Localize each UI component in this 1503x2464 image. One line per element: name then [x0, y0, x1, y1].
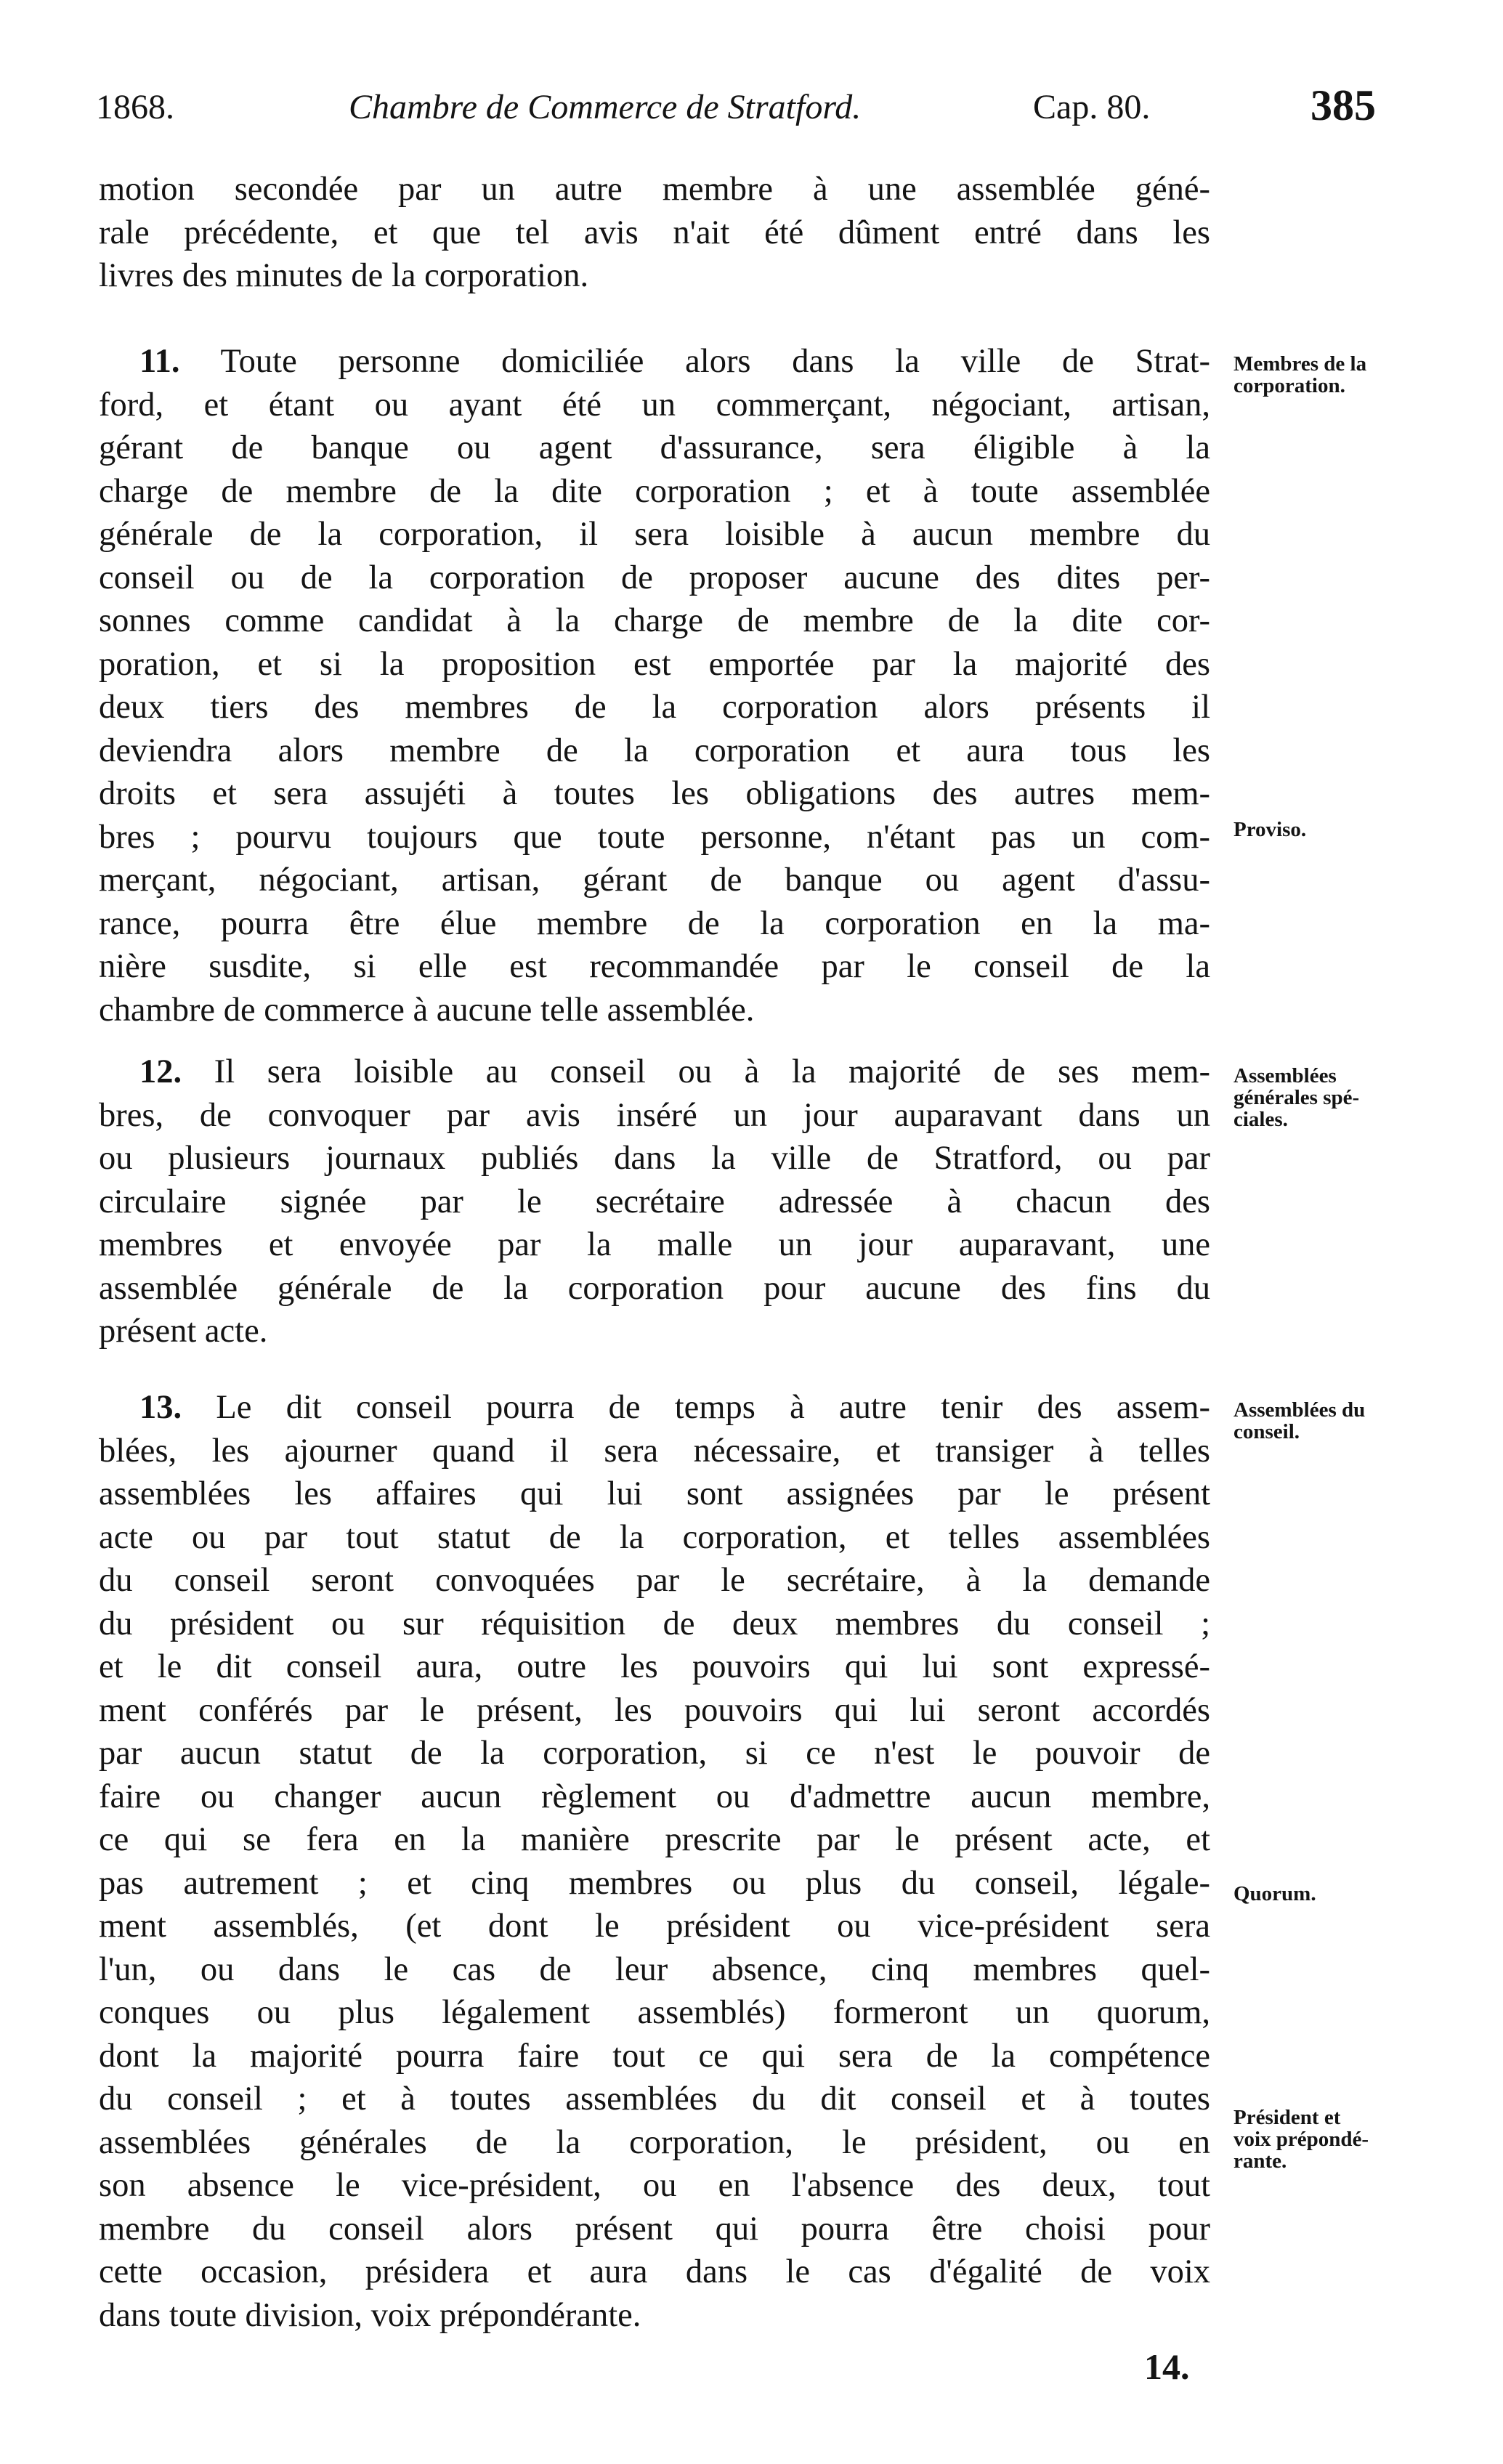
- header-page-number: 385: [1310, 81, 1376, 129]
- side-note-proviso: [1233, 819, 1306, 840]
- side-note-quorum: [1233, 1883, 1316, 1905]
- text-line: ou plusieurs journaux publiés dans la ville de Stratford, ou par: [99, 1140, 1210, 1177]
- side-note-line: Assemblées du: [1233, 1398, 1366, 1422]
- section-number: 13.: [139, 1389, 182, 1426]
- text-line: membre du conseil alors présent qui pourra être choisi pour: [99, 2210, 1210, 2248]
- text-line: ford, et étant ou ayant été un commerçant, négociant, artisan,: [99, 386, 1210, 423]
- text-line: ment assemblés, (et dont le président ou vice-président sera: [99, 1908, 1210, 1945]
- side-note-line: conseil.: [1233, 1420, 1300, 1443]
- side-note-line: Président et: [1233, 2106, 1341, 2129]
- side-note-line: rante.: [1233, 2149, 1287, 2173]
- text-line: rale précédente, et que tel avis n'ait été dûment entré dans les: [99, 214, 1210, 251]
- text-line: pas autrement ; et cinq membres ou plus du conseil, légale-: [99, 1864, 1210, 1902]
- text-line: poration, et si la proposition est emportée par la majorité des: [99, 645, 1210, 683]
- text-line: motion secondée par un autre membre à une assemblée géné-: [99, 171, 1210, 208]
- text-line: [99, 1386, 1210, 1430]
- text-line: dans toute division, voix prépondérante.: [99, 2296, 641, 2334]
- text-line: nière susdite, si elle est recommandée par le conseil de la: [99, 948, 1210, 985]
- text-line: assemblées générales de la corporation, le président, ou en: [99, 2123, 1210, 2161]
- section-text: Toute personne domiciliée alors dans la ville de Strat-: [220, 343, 1210, 380]
- text-line: membres et envoyée par la malle un jour auparavant, une: [99, 1226, 1210, 1263]
- side-note-line: Assemblées: [1233, 1064, 1337, 1087]
- text-line: rance, pourra être élue membre de la corporation en la ma-: [99, 904, 1210, 942]
- side-note-president: [1233, 2107, 1369, 2172]
- text-line: générale de la corporation, il sera loisible à aucun membre du: [99, 516, 1210, 553]
- text-line: du président ou sur réquisition de deux membres du conseil ;: [99, 1605, 1210, 1642]
- text-line: merçant, négociant, artisan, gérant de banque ou agent d'assu-: [99, 862, 1210, 899]
- side-note-special-meetings: [1233, 1065, 1359, 1130]
- text-line: conques ou plus légalement assemblés) formeront un quorum,: [99, 1994, 1210, 2031]
- side-note-line: Proviso.: [1233, 818, 1307, 841]
- text-line: présent acte.: [99, 1313, 268, 1350]
- side-note-line: Quorum.: [1233, 1882, 1316, 1905]
- header-title: Chambre de Commerce de Stratford.: [349, 88, 862, 126]
- text-line: droits et sera assujéti à toutes les obligations des autres mem-: [99, 775, 1210, 812]
- continuation-paragraph: [99, 168, 1210, 298]
- text-line: circulaire signée par le secrétaire adressée à chacun des: [99, 1183, 1210, 1220]
- text-line: [99, 340, 1210, 384]
- text-line: deviendra alors membre de la corporation et aura tous les: [99, 732, 1210, 769]
- text-line: bres, de convoquer par avis inséré un jour auparavant dans un: [99, 1096, 1210, 1134]
- text-line: cette occasion, présidera et aura dans le cas d'égalité de voix: [99, 2253, 1210, 2290]
- header-chapter: Cap. 80.: [1033, 88, 1151, 126]
- text-line: ment conférés par le présent, les pouvoirs qui lui seront accordés: [99, 1691, 1210, 1729]
- text-line: assemblée générale de la corporation pour aucune des fins du: [99, 1269, 1210, 1307]
- text-line: conseil ou de la corporation de proposer aucune des dites per-: [99, 559, 1210, 596]
- side-note-line: générales spé-: [1233, 1086, 1360, 1109]
- section-number: 11.: [139, 343, 180, 380]
- section-11: [99, 340, 1210, 1032]
- text-line: ce qui se fera en la manière prescrite par le présent acte, et: [99, 1821, 1210, 1858]
- text-line: du conseil ; et à toutes assemblées du dit conseil et à toutes: [99, 2080, 1210, 2118]
- side-note-line: Membres de la: [1233, 352, 1367, 376]
- side-note-line: voix prépondé-: [1233, 2128, 1369, 2151]
- side-note-line: ciales.: [1233, 1108, 1288, 1131]
- section-text: Le dit conseil pourra de temps à autre tenir des assem-: [216, 1389, 1211, 1426]
- text-line: dont la majorité pourra faire tout ce qui sera de la compétence: [99, 2037, 1210, 2075]
- side-note-council-meetings: [1233, 1399, 1365, 1443]
- text-line: bres ; pourvu toujours que toute personne, n'étant pas un com-: [99, 818, 1210, 856]
- side-note-line: corporation.: [1233, 374, 1345, 397]
- side-note-members: [1233, 353, 1366, 397]
- text-line: deux tiers des membres de la corporation alors présents il: [99, 689, 1210, 726]
- section-number: 12.: [139, 1053, 182, 1090]
- text-line: du conseil seront convoquées par le secrétaire, à la demande: [99, 1562, 1210, 1599]
- text-line: blées, les ajourner quand il sera nécessaire, et transiger à telles: [99, 1432, 1210, 1470]
- section-text: Il sera loisible au conseil ou à la majorité de ses mem-: [214, 1053, 1211, 1090]
- text-line: son absence le vice-président, ou en l'absence des deux, tout: [99, 2167, 1210, 2204]
- section-12: [99, 1050, 1210, 1353]
- text-line: charge de membre de la dite corporation ; et à toute assemblée: [99, 472, 1210, 510]
- text-line: par aucun statut de la corporation, si ce n'est le pouvoir de: [99, 1735, 1210, 1772]
- catchword: 14.: [1144, 2346, 1190, 2387]
- text-line: chambre de commerce à aucune telle assemblée.: [99, 991, 755, 1029]
- text-line: acte ou par tout statut de la corporation, et telles assemblées: [99, 1518, 1210, 1556]
- text-line: et le dit conseil aura, outre les pouvoirs qui lui sont expressé-: [99, 1648, 1210, 1685]
- text-line: faire ou changer aucun règlement ou d'admettre aucun membre,: [99, 1778, 1210, 1815]
- text-line: [99, 1050, 1210, 1094]
- text-line: l'un, ou dans le cas de leur absence, cinq membres quel-: [99, 1950, 1210, 1988]
- text-line: assemblées les affaires qui lui sont assignées par le présent: [99, 1475, 1210, 1512]
- text-line: sonnes comme candidat à la charge de membre de la dite cor-: [99, 602, 1210, 639]
- text-line: livres des minutes de la corporation.: [99, 257, 589, 294]
- text-line: gérant de banque ou agent d'assurance, sera éligible à la: [99, 429, 1210, 466]
- section-13: [99, 1386, 1210, 2337]
- header-year: 1868.: [96, 88, 174, 126]
